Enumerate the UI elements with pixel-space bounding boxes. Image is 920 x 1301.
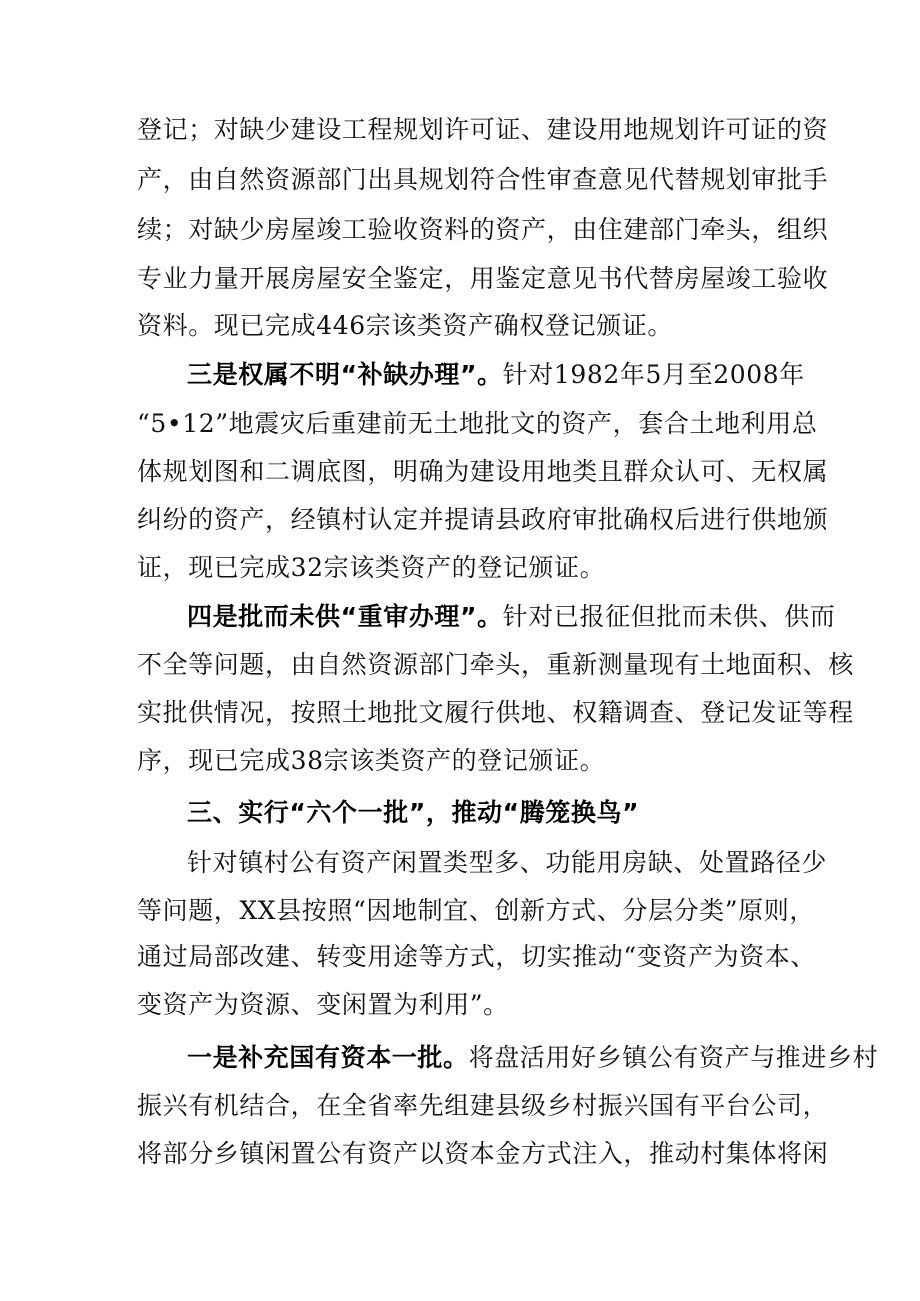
paragraph-line: 通过局部改建、转变用途等方式，切实推动“变资产为资本、	[137, 942, 816, 971]
paragraph-lead-bold: 一是补充国有资本一批。	[187, 1043, 469, 1072]
paragraph-line: 振兴有机结合，在全省率先组建县级乡村振兴国有平台公司，	[137, 1091, 829, 1120]
paragraph-line: 不全等问题，由自然资源部门牵头，重新测量现有土地面积、核	[137, 650, 854, 679]
paragraph-lead-rest: 针对1982年5月至2008年	[502, 360, 805, 389]
paragraph-lead-rest: 将盘活用好乡镇公有资产与推进乡村	[468, 1043, 879, 1072]
paragraph-line: 等问题，XX县按照“因地制宜、创新方式、分层分类”原则，	[137, 896, 815, 925]
paragraph-line: 专业力量开展房屋安全鉴定，用鉴定意见书代替房屋竣工验收	[137, 264, 829, 293]
paragraph-lead-line	[187, 1038, 879, 1078]
paragraph-line: 产，由自然资源部门出具规划符合性审查意见代替规划审批手	[137, 165, 829, 194]
paragraph-lead-line: 针对镇村公有资产闲置类型多、功能用房缺、处置路径少	[187, 848, 828, 877]
paragraph-line: 变资产为资源、变闲置为利用”。	[137, 990, 509, 1019]
paragraph-line: 登记；对缺少建设工程规划许可证、建设用地规划许可证的资	[137, 115, 829, 144]
paragraph-lead-line	[187, 597, 836, 637]
paragraph-line: 证，现已完成32宗该类资产的登记颁证。	[137, 553, 606, 582]
paragraph-line: 体规划图和二调底图，明确为建设用地类且群众认可、无权属	[137, 457, 829, 486]
paragraph-lead-line	[187, 355, 805, 395]
paragraph-lead-bold: 四是批而未供“重审办理”。	[187, 602, 503, 631]
paragraph-line: 续；对缺少房屋竣工验收资料的资产，由住建部门牵头，组织	[137, 215, 829, 244]
paragraph-line: 实批供情况，按照土地批文履行供地、权籍调查、登记发证等程	[137, 698, 854, 727]
paragraph-lead-bold: 三是权属不明“补缺办理”。	[187, 360, 503, 389]
paragraph-line: “5•12”地震灾后重建前无土地批文的资产，套合土地利用总	[137, 409, 818, 438]
section-heading: 三、实行“六个一批”，推动“腾笼换鸟”	[187, 798, 640, 827]
paragraph-line: 将部分乡镇闲置公有资产以资本金方式注入，推动村集体将闲	[137, 1139, 829, 1168]
paragraph-lead-rest: 针对已报征但批而未供、供而	[502, 602, 836, 631]
paragraph-line: 序，现已完成38宗该类资产的登记颁证。	[137, 746, 606, 775]
paragraph-line: 资料。现已完成446宗该类资产确权登记颁证。	[137, 311, 673, 340]
paragraph-line: 纠纷的资产，经镇村认定并提请县政府审批确权后进行供地颁	[137, 505, 829, 534]
